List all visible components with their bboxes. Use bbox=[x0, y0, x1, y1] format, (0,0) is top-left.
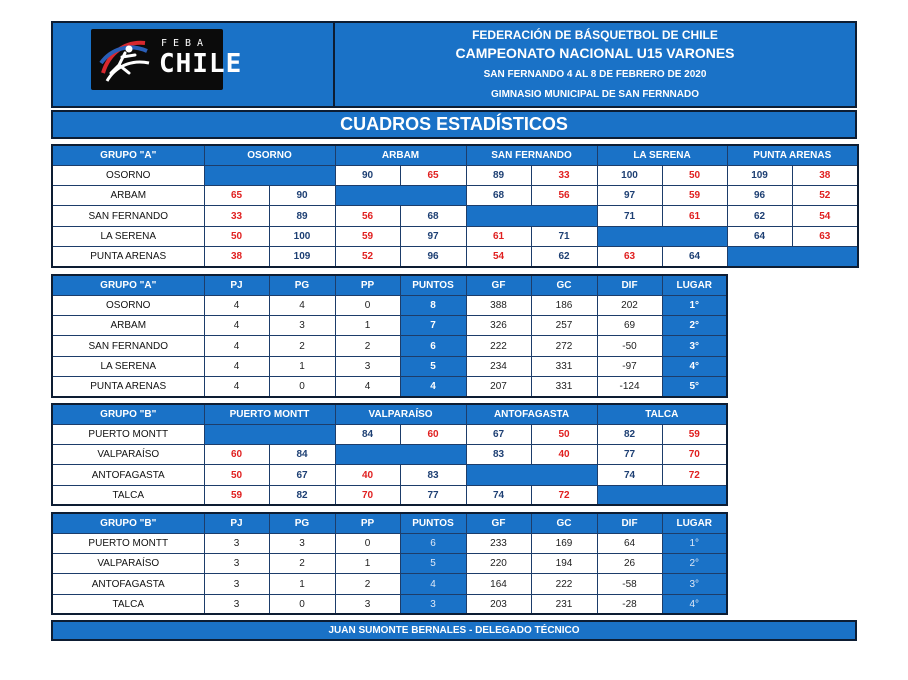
team-name: SAN FERNANDO bbox=[52, 206, 204, 226]
team-name: VALPARAÍSO bbox=[52, 445, 204, 465]
stat-cell: 186 bbox=[531, 295, 597, 315]
team-name: PUNTA ARENAS bbox=[52, 376, 204, 396]
column-header: GF bbox=[466, 275, 531, 295]
column-header: TALCA bbox=[597, 404, 727, 424]
header-row bbox=[52, 145, 858, 165]
stat-cell: 222 bbox=[466, 336, 531, 356]
group-a-results-table bbox=[51, 144, 859, 268]
table-row bbox=[52, 445, 727, 465]
score-against: 62 bbox=[531, 246, 597, 266]
column-header: PJ bbox=[204, 513, 269, 533]
column-header: LUGAR bbox=[662, 275, 727, 295]
stat-cell: 169 bbox=[531, 533, 597, 553]
points-cell: 5 bbox=[400, 554, 466, 574]
place-cell: 3° bbox=[662, 336, 727, 356]
group-label: GRUPO "B" bbox=[52, 513, 204, 533]
header bbox=[51, 21, 857, 108]
column-header: PJ bbox=[204, 275, 269, 295]
group-label: GRUPO "B" bbox=[52, 404, 204, 424]
self-match-cell bbox=[727, 246, 858, 266]
stat-cell: 388 bbox=[466, 295, 531, 315]
self-match-cell bbox=[335, 186, 466, 206]
stat-cell: 4 bbox=[204, 316, 269, 336]
place-cell: 2° bbox=[662, 316, 727, 336]
score-for: 52 bbox=[335, 246, 400, 266]
table-row bbox=[52, 316, 727, 336]
stat-cell: 4 bbox=[204, 295, 269, 315]
stat-cell: 4 bbox=[269, 295, 335, 315]
score-for: 90 bbox=[335, 165, 400, 185]
stat-cell: -58 bbox=[597, 574, 662, 594]
score-against: 56 bbox=[531, 186, 597, 206]
score-for: 54 bbox=[466, 246, 531, 266]
column-header: PUNTA ARENAS bbox=[727, 145, 858, 165]
section-banner: CUADROS ESTADÍSTICOS bbox=[51, 110, 857, 139]
column-header: DIF bbox=[597, 513, 662, 533]
score-against: 83 bbox=[400, 465, 466, 485]
team-name: PUERTO MONTT bbox=[52, 424, 204, 444]
column-header: PG bbox=[269, 275, 335, 295]
column-header: VALPARAÍSO bbox=[335, 404, 466, 424]
stat-cell: 233 bbox=[466, 533, 531, 553]
score-against: 90 bbox=[269, 186, 335, 206]
points-cell: 6 bbox=[400, 533, 466, 553]
table-row bbox=[52, 485, 727, 505]
points-cell: 5 bbox=[400, 356, 466, 376]
feba-chile-logo bbox=[91, 29, 243, 90]
table-row bbox=[52, 226, 858, 246]
stat-cell: 3 bbox=[204, 554, 269, 574]
score-against: 100 bbox=[269, 226, 335, 246]
score-for: 82 bbox=[597, 424, 662, 444]
score-for: 33 bbox=[204, 206, 269, 226]
header-row bbox=[52, 404, 727, 424]
points-cell: 3 bbox=[400, 594, 466, 614]
score-for: 40 bbox=[335, 465, 400, 485]
self-match-cell bbox=[597, 485, 727, 505]
stat-cell: -124 bbox=[597, 376, 662, 396]
table-row bbox=[52, 336, 727, 356]
stat-cell: 4 bbox=[204, 356, 269, 376]
team-name: SAN FERNANDO bbox=[52, 336, 204, 356]
score-against: 70 bbox=[662, 445, 727, 465]
score-for: 109 bbox=[727, 165, 792, 185]
score-against: 97 bbox=[400, 226, 466, 246]
score-for: 97 bbox=[597, 186, 662, 206]
score-against: 109 bbox=[269, 246, 335, 266]
stat-cell: 4 bbox=[335, 376, 400, 396]
score-for: 70 bbox=[335, 485, 400, 505]
score-for: 71 bbox=[597, 206, 662, 226]
points-cell: 4 bbox=[400, 376, 466, 396]
table-row bbox=[52, 186, 858, 206]
self-match-cell bbox=[597, 226, 727, 246]
stat-cell: 164 bbox=[466, 574, 531, 594]
score-for: 59 bbox=[204, 485, 269, 505]
score-for: 67 bbox=[466, 424, 531, 444]
score-against: 68 bbox=[400, 206, 466, 226]
column-header: PUERTO MONTT bbox=[204, 404, 335, 424]
team-name: LA SERENA bbox=[52, 356, 204, 376]
stat-cell: 2 bbox=[335, 336, 400, 356]
score-for: 68 bbox=[466, 186, 531, 206]
column-header: PP bbox=[335, 275, 400, 295]
points-cell: 7 bbox=[400, 316, 466, 336]
score-for: 60 bbox=[204, 445, 269, 465]
table-row bbox=[52, 554, 727, 574]
score-against: 54 bbox=[792, 206, 858, 226]
column-header: PG bbox=[269, 513, 335, 533]
logo-panel bbox=[53, 23, 335, 106]
stat-cell: 2 bbox=[335, 574, 400, 594]
stat-cell: -97 bbox=[597, 356, 662, 376]
score-for: 65 bbox=[204, 186, 269, 206]
score-for: 96 bbox=[727, 186, 792, 206]
championship-title: CAMPEONATO NACIONAL U15 VARONES bbox=[455, 45, 735, 61]
logo-top-text: FEBA bbox=[161, 38, 210, 49]
score-for: 50 bbox=[204, 226, 269, 246]
stat-cell: 0 bbox=[269, 376, 335, 396]
stat-cell: 326 bbox=[466, 316, 531, 336]
column-header: SAN FERNANDO bbox=[466, 145, 597, 165]
score-for: 64 bbox=[727, 226, 792, 246]
team-name: TALCA bbox=[52, 485, 204, 505]
stat-cell: 0 bbox=[335, 295, 400, 315]
team-name: ANTOFAGASTA bbox=[52, 465, 204, 485]
stat-cell: 3 bbox=[204, 574, 269, 594]
score-against: 96 bbox=[400, 246, 466, 266]
self-match-cell bbox=[466, 206, 597, 226]
table-row bbox=[52, 465, 727, 485]
stat-cell: 203 bbox=[466, 594, 531, 614]
stat-cell: 3 bbox=[335, 356, 400, 376]
self-match-cell bbox=[466, 465, 597, 485]
table-row bbox=[52, 594, 727, 614]
score-for: 74 bbox=[597, 465, 662, 485]
table-row bbox=[52, 246, 858, 266]
team-name: OSORNO bbox=[52, 165, 204, 185]
score-against: 61 bbox=[662, 206, 727, 226]
score-for: 100 bbox=[597, 165, 662, 185]
stat-cell: 331 bbox=[531, 356, 597, 376]
score-against: 40 bbox=[531, 445, 597, 465]
score-against: 89 bbox=[269, 206, 335, 226]
score-against: 72 bbox=[662, 465, 727, 485]
score-for: 59 bbox=[335, 226, 400, 246]
score-against: 52 bbox=[792, 186, 858, 206]
stat-cell: 1 bbox=[335, 316, 400, 336]
score-for: 89 bbox=[466, 165, 531, 185]
stat-cell: 234 bbox=[466, 356, 531, 376]
place-cell: 5° bbox=[662, 376, 727, 396]
stat-cell: 3 bbox=[335, 594, 400, 614]
stat-cell: 194 bbox=[531, 554, 597, 574]
score-against: 77 bbox=[400, 485, 466, 505]
group-b-standings-table bbox=[51, 512, 728, 615]
score-for: 84 bbox=[335, 424, 400, 444]
self-match-cell bbox=[204, 424, 335, 444]
points-cell: 6 bbox=[400, 336, 466, 356]
stat-cell: 1 bbox=[335, 554, 400, 574]
score-against: 50 bbox=[531, 424, 597, 444]
stat-cell: 69 bbox=[597, 316, 662, 336]
stat-cell: 220 bbox=[466, 554, 531, 574]
stat-cell: 1 bbox=[269, 356, 335, 376]
stat-cell: 3 bbox=[269, 316, 335, 336]
score-against: 59 bbox=[662, 186, 727, 206]
dates-line: SAN FERNANDO 4 AL 8 DE FEBRERO DE 2020 bbox=[483, 69, 707, 80]
group-a-standings-table bbox=[51, 274, 728, 398]
score-against: 60 bbox=[400, 424, 466, 444]
column-header: OSORNO bbox=[204, 145, 335, 165]
team-name: PUNTA ARENAS bbox=[52, 246, 204, 266]
score-against: 67 bbox=[269, 465, 335, 485]
place-cell: 1° bbox=[662, 295, 727, 315]
stat-cell: 331 bbox=[531, 376, 597, 396]
column-header: GC bbox=[531, 513, 597, 533]
team-name: PUERTO MONTT bbox=[52, 533, 204, 553]
score-against: 65 bbox=[400, 165, 466, 185]
score-for: 83 bbox=[466, 445, 531, 465]
group-label: GRUPO "A" bbox=[52, 275, 204, 295]
federation-title: FEDERACIÓN DE BÁSQUETBOL DE CHILE bbox=[472, 28, 718, 42]
column-header: GF bbox=[466, 513, 531, 533]
team-name: ANTOFAGASTA bbox=[52, 574, 204, 594]
team-name: ARBAM bbox=[52, 186, 204, 206]
column-header: ARBAM bbox=[335, 145, 466, 165]
stat-cell: 64 bbox=[597, 533, 662, 553]
table-row bbox=[52, 356, 727, 376]
score-against: 64 bbox=[662, 246, 727, 266]
stat-cell: 202 bbox=[597, 295, 662, 315]
stat-cell: 2 bbox=[269, 554, 335, 574]
score-against: 84 bbox=[269, 445, 335, 465]
stat-cell: 222 bbox=[531, 574, 597, 594]
score-against: 82 bbox=[269, 485, 335, 505]
header-row bbox=[52, 513, 727, 533]
table-row bbox=[52, 295, 727, 315]
stat-cell: 0 bbox=[335, 533, 400, 553]
self-match-cell bbox=[204, 165, 335, 185]
score-against: 72 bbox=[531, 485, 597, 505]
table-row bbox=[52, 533, 727, 553]
header-row bbox=[52, 275, 727, 295]
title-block bbox=[335, 23, 855, 106]
place-cell: 4° bbox=[662, 594, 727, 614]
team-name: LA SERENA bbox=[52, 226, 204, 246]
team-name: TALCA bbox=[52, 594, 204, 614]
stat-cell: 272 bbox=[531, 336, 597, 356]
column-header: DIF bbox=[597, 275, 662, 295]
team-name: OSORNO bbox=[52, 295, 204, 315]
stat-cell: 1 bbox=[269, 574, 335, 594]
score-for: 38 bbox=[204, 246, 269, 266]
column-header: LUGAR bbox=[662, 513, 727, 533]
place-cell: 4° bbox=[662, 356, 727, 376]
self-match-cell bbox=[335, 445, 466, 465]
stat-cell: 207 bbox=[466, 376, 531, 396]
points-cell: 4 bbox=[400, 574, 466, 594]
footer-delegate: JUAN SUMONTE BERNALES - DELEGADO TÉCNICO bbox=[51, 620, 857, 641]
place-cell: 3° bbox=[662, 574, 727, 594]
venue-line: GIMNASIO MUNICIPAL DE SAN FERNNADO bbox=[491, 89, 699, 100]
column-header: PUNTOS bbox=[400, 275, 466, 295]
table-row bbox=[52, 206, 858, 226]
stat-cell: 26 bbox=[597, 554, 662, 574]
score-against: 33 bbox=[531, 165, 597, 185]
stat-cell: 257 bbox=[531, 316, 597, 336]
place-cell: 1° bbox=[662, 533, 727, 553]
points-cell: 8 bbox=[400, 295, 466, 315]
score-for: 62 bbox=[727, 206, 792, 226]
score-for: 61 bbox=[466, 226, 531, 246]
score-for: 63 bbox=[597, 246, 662, 266]
basketball-player-icon bbox=[95, 33, 155, 87]
table-row bbox=[52, 376, 727, 396]
column-header: PP bbox=[335, 513, 400, 533]
score-against: 50 bbox=[662, 165, 727, 185]
team-name: VALPARAÍSO bbox=[52, 554, 204, 574]
score-for: 56 bbox=[335, 206, 400, 226]
stat-cell: 3 bbox=[269, 533, 335, 553]
column-header: LA SERENA bbox=[597, 145, 727, 165]
group-label: GRUPO "A" bbox=[52, 145, 204, 165]
table-row bbox=[52, 574, 727, 594]
stat-cell: 4 bbox=[204, 336, 269, 356]
place-cell: 2° bbox=[662, 554, 727, 574]
score-against: 59 bbox=[662, 424, 727, 444]
stat-cell: -28 bbox=[597, 594, 662, 614]
stat-cell: 0 bbox=[269, 594, 335, 614]
column-header: GC bbox=[531, 275, 597, 295]
logo-main-text: CHILE bbox=[159, 49, 243, 79]
score-for: 50 bbox=[204, 465, 269, 485]
score-against: 38 bbox=[792, 165, 858, 185]
stat-cell: 3 bbox=[204, 533, 269, 553]
score-against: 63 bbox=[792, 226, 858, 246]
stat-cell: 2 bbox=[269, 336, 335, 356]
score-against: 71 bbox=[531, 226, 597, 246]
team-name: ARBAM bbox=[52, 316, 204, 336]
score-for: 74 bbox=[466, 485, 531, 505]
stat-cell: -50 bbox=[597, 336, 662, 356]
column-header: PUNTOS bbox=[400, 513, 466, 533]
stat-cell: 231 bbox=[531, 594, 597, 614]
group-b-results-table bbox=[51, 403, 728, 506]
score-for: 77 bbox=[597, 445, 662, 465]
column-header: ANTOFAGASTA bbox=[466, 404, 597, 424]
stat-cell: 3 bbox=[204, 594, 269, 614]
table-row bbox=[52, 424, 727, 444]
table-row bbox=[52, 165, 858, 185]
stat-cell: 4 bbox=[204, 376, 269, 396]
